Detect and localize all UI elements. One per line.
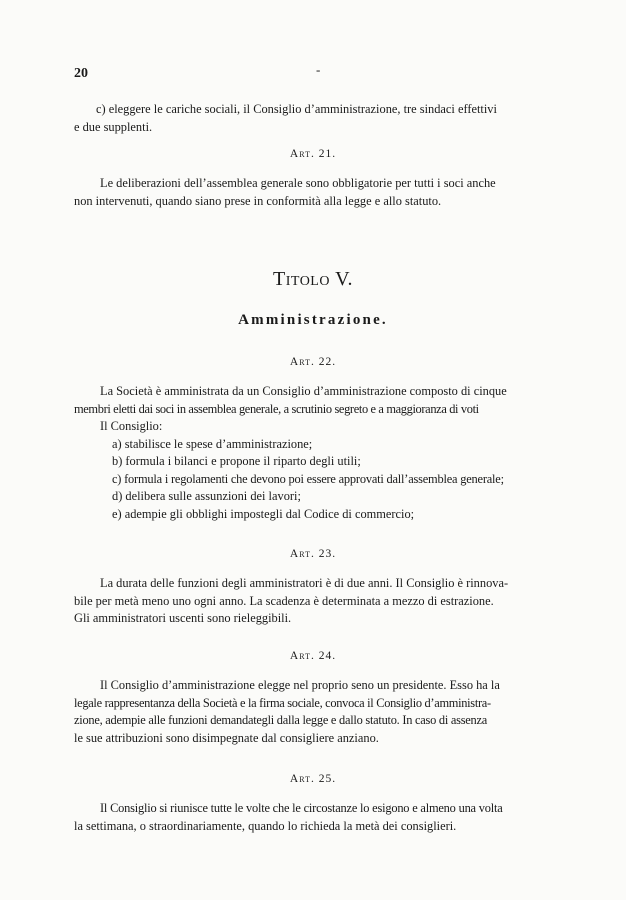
list-item: b) formula i bilanci e propone il riparto degli utili; [112, 454, 361, 468]
article-21-heading: Art. 21. [289, 148, 337, 160]
section-title: Titolo V. [273, 268, 353, 290]
intro-line: c) eleggere le cariche sociali, il Consiglio d’amministrazione, tre sindaci effettivi [96, 102, 497, 116]
text-line: legale rappresentanza della Società e la firma sociale, convoca il Consiglio d’amministra- [74, 695, 491, 710]
list-item: d) delibera sulle assunzioni dei lavori; [112, 489, 301, 503]
list-item: c) formula i regolamenti che devono poi essere approvati dall’assemblea generale; [112, 471, 504, 486]
text-line: zione, adempie alle funzioni demandategli dalla legge e dallo statuto. In caso di assenza [74, 713, 487, 727]
text-line: Le deliberazioni dell’assemblea generale sono obbligatorie per tutti i soci anche [100, 176, 496, 190]
top-mark: - [316, 62, 321, 77]
article-23-heading: Art. 23. [289, 548, 337, 560]
text-line: Il Consiglio: [100, 419, 163, 433]
list-item: e) adempie gli obblighi impostegli dal Codice di commercio; [112, 506, 415, 521]
list-item: a) stabilisce le spese d’amministrazione; [112, 436, 313, 451]
page-number: 20 [74, 66, 88, 81]
article-21-text [74, 175, 552, 210]
text-line: le sue attribuzioni sono disimpegnate dal consigliere anziano. [74, 730, 379, 745]
text-line: Gli amministratori uscenti sono rieleggibili. [74, 611, 292, 625]
article-23-text [74, 575, 552, 628]
article-25-text [74, 800, 552, 835]
text-line: membri eletti dai soci in assemblea generale, a scrutinio segreto e a maggioranza di voti [74, 401, 479, 416]
text-line: bile per metà meno uno ogni anno. La scadenza è determinata a mezzo di estrazione. [74, 593, 494, 608]
text-line: La durata delle funzioni degli amministratori è di due anni. Il Consiglio è rinnova- [100, 576, 509, 590]
section-subtitle: Amministrazione. [238, 312, 388, 328]
article-22-text [74, 383, 552, 523]
article-22-heading: Art. 22. [289, 356, 337, 368]
article-25-heading: Art. 25. [289, 773, 337, 785]
text-line: Il Consiglio d’amministrazione elegge nel proprio seno un presidente. Esso ha la [100, 678, 500, 692]
text-line: la settimana, o straordinariamente, quando lo richieda la metà dei consiglieri. [74, 818, 457, 833]
intro-text [74, 101, 552, 136]
text-line: Il Consiglio si riunisce tutte le volte che le circostanze lo esigono e almeno una volta [100, 801, 503, 815]
text-line: La Società è amministrata da un Consiglio d’amministrazione composto di cinque [100, 384, 507, 398]
article-24-heading: Art. 24. [289, 650, 337, 662]
text-line: non intervenuti, quando siano prese in conformità alla legge e allo statuto. [74, 193, 442, 208]
intro-line: e due supplenti. [74, 119, 153, 134]
article-24-text [74, 677, 552, 747]
